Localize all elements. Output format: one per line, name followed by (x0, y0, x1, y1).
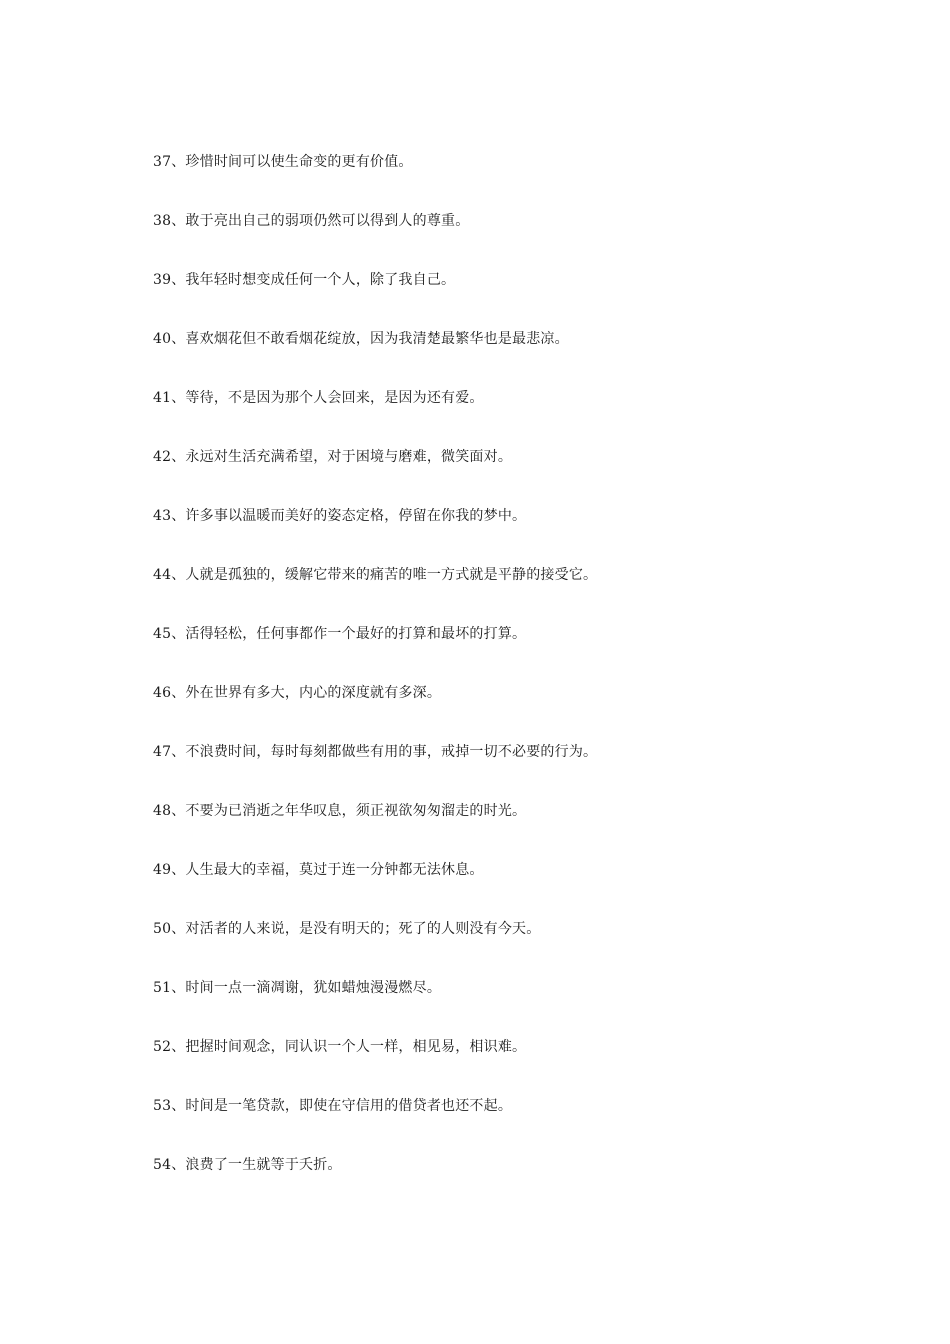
quote-text: 人就是孤独的，缓解它带来的痛苦的唯一方式就是平静的接受它。 (185, 567, 598, 583)
quote-number: 54、 (153, 1157, 186, 1173)
quote-number: 48、 (153, 803, 186, 819)
quote-item (153, 150, 873, 209)
quote-number: 45、 (153, 626, 186, 642)
quote-item (153, 681, 873, 740)
quote-item (153, 445, 873, 504)
quote-text: 我年轻时想变成任何一个人，除了我自己。 (185, 272, 456, 288)
quote-number: 52、 (153, 1039, 186, 1055)
quote-number: 37、 (153, 154, 186, 170)
quote-item (153, 327, 873, 386)
quote-number: 47、 (153, 744, 186, 760)
quote-number: 39、 (153, 272, 186, 288)
quote-number: 41、 (153, 390, 186, 406)
quote-item (153, 1094, 873, 1153)
quote-item (153, 1153, 873, 1212)
quote-text: 时间一点一滴凋谢，犹如蜡烛漫漫燃尽。 (185, 980, 442, 996)
quote-item (153, 1035, 873, 1094)
quote-text: 不浪费时间，每时每刻都做些有用的事，戒掉一切不必要的行为。 (185, 744, 598, 760)
quote-item (153, 563, 873, 622)
quote-text: 外在世界有多大，内心的深度就有多深。 (185, 685, 442, 701)
quote-text: 不要为已消逝之年华叹息，须正视欲匆匆溜走的时光。 (185, 803, 527, 819)
quote-item (153, 209, 873, 268)
quote-text: 许多事以温暖而美好的姿态定格，停留在你我的梦中。 (185, 508, 527, 524)
quote-item (153, 976, 873, 1035)
quote-text: 永远对生活充满希望，对于困境与磨难，微笑面对。 (185, 449, 513, 465)
quote-number: 42、 (153, 449, 186, 465)
quote-number: 50、 (153, 921, 186, 937)
quote-item (153, 917, 873, 976)
quote-item (153, 740, 873, 799)
quote-text: 浪费了一生就等于夭折。 (185, 1157, 342, 1173)
quote-text: 对活者的人来说，是没有明天的；死了的人则没有今天。 (185, 921, 541, 937)
quote-item (153, 504, 873, 563)
quote-number: 51、 (153, 980, 186, 996)
quote-number: 38、 (153, 213, 186, 229)
quote-list (153, 150, 873, 1212)
quote-item (153, 268, 873, 327)
quote-number: 40、 (153, 331, 186, 347)
quote-text: 人生最大的幸福，莫过于连一分钟都无法休息。 (185, 862, 484, 878)
quote-number: 43、 (153, 508, 186, 524)
quote-text: 敢于亮出自己的弱项仍然可以得到人的尊重。 (185, 213, 470, 229)
quote-number: 49、 (153, 862, 186, 878)
quote-text: 珍惜时间可以使生命变的更有价值。 (185, 154, 413, 170)
quote-item (153, 386, 873, 445)
quote-text: 喜欢烟花但不敢看烟花绽放，因为我清楚最繁华也是最悲凉。 (185, 331, 569, 347)
quote-number: 53、 (153, 1098, 186, 1114)
quote-item (153, 858, 873, 917)
quote-text: 活得轻松，任何事都作一个最好的打算和最坏的打算。 (185, 626, 527, 642)
quote-text: 等待，不是因为那个人会回来，是因为还有爱。 (185, 390, 484, 406)
quote-item (153, 622, 873, 681)
quote-number: 44、 (153, 567, 186, 583)
quote-number: 46、 (153, 685, 186, 701)
quote-item (153, 799, 873, 858)
quote-text: 把握时间观念，同认识一个人一样，相见易，相识难。 (185, 1039, 527, 1055)
quote-text: 时间是一笔贷款，即使在守信用的借贷者也还不起。 (185, 1098, 513, 1114)
